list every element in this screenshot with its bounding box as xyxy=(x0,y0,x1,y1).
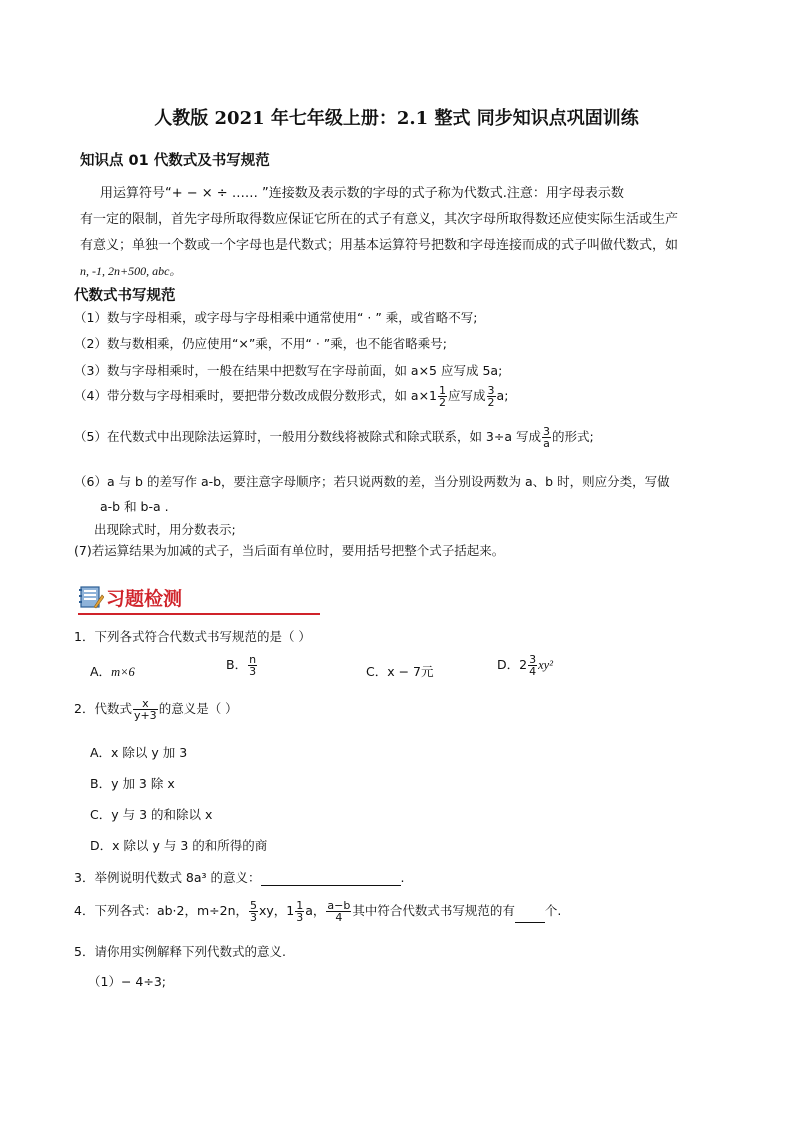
fraction-denominator: 4 xyxy=(529,665,537,678)
fraction-one-third xyxy=(295,900,304,923)
rule-1: （1）数与字母相乘，或字母与字母相乘中通常使用“ · ” 乘，或省略不写; xyxy=(74,310,478,325)
stem-text: 4．下列各式：ab·2，m÷2n， xyxy=(74,903,248,918)
fraction-five-thirds xyxy=(249,900,258,923)
definition-line-2: 有一定的限制，首先字母所取得数应保证它所在的式子有意义，其次字母所取得数还应使实际生活或生产 xyxy=(80,212,679,227)
rule-4-text: （4）带分数与字母相乘时，要把带分数改成假分数形式，如 a×1 xyxy=(74,388,438,403)
fraction-numerator: 1 xyxy=(296,899,304,912)
option-label: B． xyxy=(226,657,248,672)
rule-2: （2）数与数相乘，仍应使用“×”乘，不用“ · ”乘，也不能省略乘号; xyxy=(74,336,447,351)
option-text: x − 7元 xyxy=(387,664,434,679)
fraction-numerator: 3 xyxy=(487,384,495,397)
stem-end: 个. xyxy=(544,903,562,918)
rule-6-line-3: 出现除式时，用分数表示; xyxy=(94,522,236,537)
fraction-amb-over-4 xyxy=(326,900,351,923)
rule-4-mid: 应写成 xyxy=(448,388,486,403)
notebook-icon xyxy=(78,585,104,609)
fraction-denominator: 4 xyxy=(335,911,343,924)
question-3 xyxy=(74,868,405,886)
q1-option-a xyxy=(90,662,135,680)
stem-text: 2．代数式 xyxy=(74,701,132,716)
option-label: C． xyxy=(366,664,388,679)
rule-4-end: a; xyxy=(496,388,509,403)
stem-text: 其中符合代数式书写规范的有 xyxy=(352,903,515,918)
question-2-stem xyxy=(74,698,238,721)
q1-option-c xyxy=(366,662,434,680)
definition-examples: n, -1, 2n+500, abc。 xyxy=(80,264,182,278)
mixed-whole: 2 xyxy=(519,657,528,672)
rule-6-line-2: a-b 和 b-a . xyxy=(100,499,169,514)
fraction-denominator: 2 xyxy=(439,396,447,409)
section-heading: 知识点 01 代数式及书写规范 xyxy=(80,153,270,169)
rule-3: （3）数与字母相乘时，一般在结果中把数写在字母前面，如 a×5 应写成 5a; xyxy=(74,363,503,378)
q2-option-a: A．x 除以 y 加 3 xyxy=(90,745,188,760)
stem-end: . xyxy=(400,870,405,885)
section-divider xyxy=(78,613,320,615)
page-title: 人教版 2021 年七年级上册：2.1 整式 同步知识点巩固训练 xyxy=(154,108,639,129)
option-label: A． xyxy=(90,664,112,679)
fraction-numerator: 5 xyxy=(250,899,257,912)
fraction-numerator: 3 xyxy=(543,425,550,438)
stem-text: a， xyxy=(305,903,326,918)
stem-text-end: 的意义是（ ） xyxy=(158,701,238,716)
fraction-numerator: n xyxy=(249,653,257,666)
fraction-three-halves xyxy=(487,385,496,408)
rule-5-end: 的形式; xyxy=(552,429,594,444)
fraction-denominator: 3 xyxy=(296,911,304,924)
stem-text: 3．举例说明代数式 8a³ 的意义： xyxy=(74,870,261,885)
fraction-numerator: x xyxy=(133,698,158,710)
answer-blank[interactable] xyxy=(261,871,401,886)
fraction-three-quarters xyxy=(528,654,537,677)
rule-6-line-1: （6）a 与 b 的差写作 a-b，要注意字母顺序；若只说两数的差，当分别设两数为 a、b 时，则应分类，写做 xyxy=(74,474,670,489)
answer-blank[interactable] xyxy=(515,908,545,923)
definition-line-1: 用运算符号“+ − × ÷ …… ”连接数及表示数的字母的式子称为代数式.注意：用字母表示数 xyxy=(100,186,624,201)
question-5-sub-1: （1）− 4÷3; xyxy=(88,974,166,989)
fraction-x-over-y3 xyxy=(133,698,158,721)
fraction-denominator: 2 xyxy=(487,396,495,409)
q2-option-d: D．x 除以 y 与 3 的和所得的商 xyxy=(90,838,268,853)
option-text: m×6 xyxy=(111,665,135,679)
stem-text: xy，1 xyxy=(259,903,295,918)
fraction-numerator: a−b xyxy=(327,899,351,912)
rule-7: (7)若运算结果为加减的式子，当后面有单位时，要用括号把整个式子括起来。 xyxy=(74,543,505,558)
question-5-stem: 5．请你用实例解释下列代数式的意义. xyxy=(74,944,286,959)
fraction-one-half xyxy=(438,385,447,408)
q2-option-c: C．y 与 3 的和除以 x xyxy=(90,807,213,822)
fraction-denominator: a xyxy=(543,437,550,450)
question-4 xyxy=(74,900,561,923)
fraction-denominator: y+3 xyxy=(133,709,157,722)
fraction-three-over-a xyxy=(542,426,551,449)
q1-option-d xyxy=(497,654,553,677)
fraction-numerator: 1 xyxy=(439,384,447,397)
q2-option-b: B．y 加 3 除 x xyxy=(90,776,175,791)
exam-section-title: 习题检测 xyxy=(106,588,183,610)
fraction-denominator: 3 xyxy=(249,665,257,678)
rule-5-text: （5）在代数式中出现除法运算时，一般用分数线将被除式和除式联系，如 3÷a 写成 xyxy=(74,429,541,444)
definition-line-3: 有意义；单独一个数或一个字母也是代数式；用基本运算符号把数和字母连接而成的式子叫做代数式，如 xyxy=(80,238,679,253)
option-text: xy² xyxy=(538,658,553,672)
rule-4 xyxy=(74,385,508,408)
rule-5 xyxy=(74,426,594,449)
fraction-numerator: 3 xyxy=(529,653,537,666)
question-1-stem: 1．下列各式符合代数式书写规范的是（ ） xyxy=(74,629,311,644)
option-label: D． xyxy=(497,657,520,672)
q1-option-b xyxy=(226,654,258,677)
rules-heading: 代数式书写规范 xyxy=(74,288,176,304)
fraction-denominator: 3 xyxy=(250,911,257,924)
fraction-n-over-3 xyxy=(248,654,257,677)
